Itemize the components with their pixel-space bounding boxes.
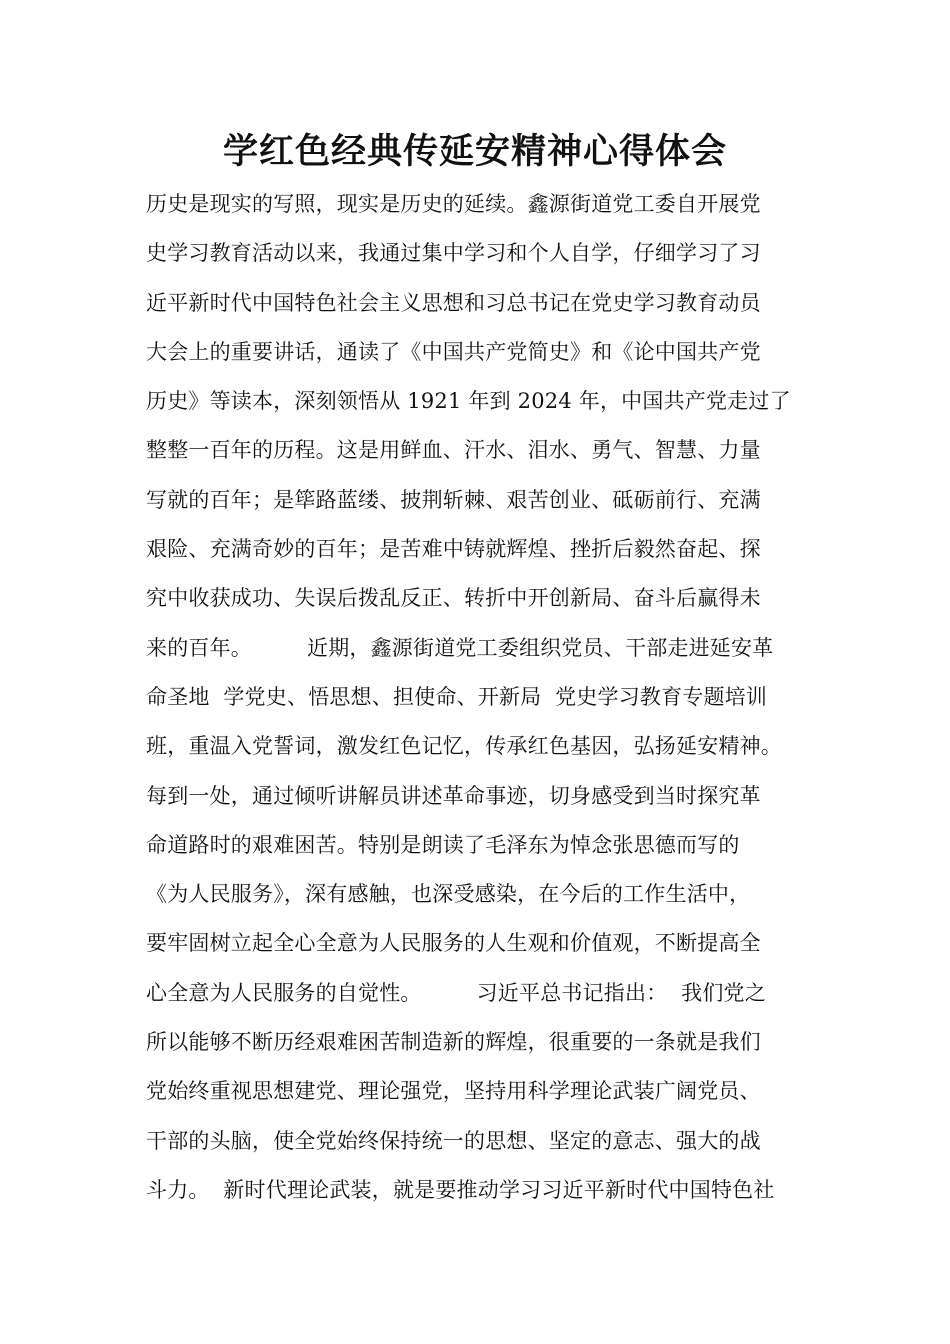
body-line: 历史》等读本，深刻领悟从 1921 年到 2024 年，中国共产党走过了	[146, 389, 791, 414]
body-line: 心全意为人民服务的自觉性。 习近平总书记指出： 我们党之	[146, 980, 766, 1005]
body-line: 要牢固树立起全心全意为人民服务的人生观和价值观，不断提高全	[146, 931, 761, 956]
body-line: 命道路时的艰难困苦。特别是朗读了毛泽东为悼念张思德而写的	[146, 832, 740, 857]
body-line: 党始终重视思想建党、理论强党，坚持用科学理论武装广阔党员、	[146, 1079, 761, 1104]
document-title: 学红色经典传延安精神心得体会	[222, 132, 727, 172]
body-line: 所以能够不断历经艰难困苦制造新的辉煌，很重要的一条就是我们	[146, 1030, 761, 1055]
body-line: 历史是现实的写照，现实是历史的延续。鑫源街道党工委自开展党	[146, 192, 761, 216]
body-line: 每到一处，通过倾听讲解员讲述革命事迹，切身感受到当时探究革	[146, 783, 761, 808]
body-line: 大会上的重要讲话，通读了《中国共产党简史》和《论中国共产党	[146, 339, 761, 364]
body-line: 斗力。 新时代理论武装，就是要推动学习习近平新时代中国特色社	[146, 1177, 775, 1202]
body-line: 干部的头脑，使全党始终保持统一的思想、坚定的意志、强大的战	[146, 1128, 761, 1153]
body-line: 命圣地 学党史、悟思想、担使命、开新局 党史学习教育专题培训	[146, 684, 768, 709]
body-line: 整整一百年的历程。这是用鲜血、汗水、泪水、勇气、智慧、力量	[146, 438, 761, 463]
body-line: 写就的百年；是筚路蓝缕、披荆斩棘、艰苦创业、砥砺前行、充满	[146, 487, 761, 512]
body-line: 班，重温入党誓词，激发红色记忆，传承红色基因，弘扬延安精神。	[146, 734, 782, 759]
document-body	[146, 180, 826, 1215]
body-line: 来的百年。 近期，鑫源街道党工委组织党员、干部走进延安革	[146, 635, 774, 660]
body-line: 近平新时代中国特色社会主义思想和习总书记在党史学习教育动员	[146, 290, 761, 315]
body-line: 艰险、充满奇妙的百年；是苦难中铸就辉煌、挫折后毅然奋起、探	[146, 537, 761, 562]
body-line: 史学习教育活动以来，我通过集中学习和个人自学，仔细学习了习	[146, 241, 761, 266]
body-line: 究中收获成功、失误后拨乱反正、转折中开创新局、奋斗后赢得未	[146, 586, 761, 611]
body-line: 《为人民服务》，深有感触，也深受感染，在今后的工作生活中，	[146, 882, 751, 907]
